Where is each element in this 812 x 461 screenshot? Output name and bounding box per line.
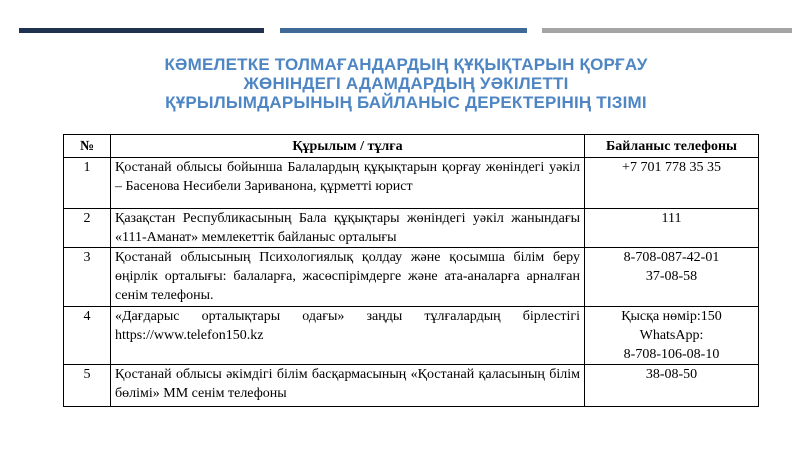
header-organization: Құрылым / тұлға: [111, 135, 585, 158]
table-row: [64, 209, 759, 248]
title-line-3: ҚҰРЫЛЫМДАРЫНЫҢ БАЙЛАНЫС ДЕРЕКТЕРІНІҢ ТІЗІМІ: [165, 93, 647, 112]
phone-line: 8-708-087-42-01: [623, 250, 720, 265]
table-row: [64, 158, 759, 209]
page-title: [60, 55, 752, 112]
row-number: 2: [64, 209, 111, 248]
row-number: 5: [64, 365, 111, 407]
row-organization: «Дағдарыс орталықтары одағы» заңды тұлғалардың бірлестігі https://www.telefon150.kz: [111, 307, 585, 365]
phone-line: 8-708-106-08-10: [623, 347, 720, 362]
table-header-row: [64, 135, 759, 158]
row-phone: [585, 209, 759, 248]
row-organization: Қостанай облысы әкімдігі білім басқармасының «Қостанай қаласының білім бөлімі» ММ сенім телефоны: [111, 365, 585, 407]
row-phone: [585, 365, 759, 407]
row-organization: Қостанай облысы бойынша Балалардың құқықтарын қорғау жөніндегі уәкіл – Басенова Несибели Зариванона, құрметті юрист: [111, 158, 585, 209]
header-bar-gray: [542, 28, 792, 33]
row-number: 1: [64, 158, 111, 209]
contacts-table: [63, 134, 759, 407]
row-number: 3: [64, 248, 111, 307]
header-bar-blue: [280, 28, 527, 33]
row-number: 4: [64, 307, 111, 365]
row-organization: Қазақстан Республикасының Бала құқықтары жөніндегі уәкіл жанындағы «111-Аманат» мемлекеттік байланыс орталығы: [111, 209, 585, 248]
phone-line: Қысқа нөмір:150: [621, 309, 722, 324]
row-phone: [585, 307, 759, 365]
phone-line: 37-08-58: [645, 269, 698, 284]
header-phone: Байланыс телефоны: [585, 135, 759, 158]
row-phone: [585, 158, 759, 209]
header-bar-dark: [19, 28, 264, 33]
row-organization: Қостанай облысының Психологиялық қолдау және қосымша білім беру өңірлік орталығы: балаларға, жасөспірімдерге және ата-аналарға арналған сенім телефоны.: [111, 248, 585, 307]
phone-line: WhatsApp:: [639, 328, 704, 343]
title-line-1: КӘМЕЛЕТКЕ ТОЛМАҒАНДАРДЫҢ ҚҰҚЫҚТАРЫН ҚОРҒАУ: [164, 55, 648, 74]
table-row: [64, 307, 759, 365]
table-row: [64, 248, 759, 307]
phone-line: +7 701 778 35 35: [622, 160, 721, 175]
row-phone: [585, 248, 759, 307]
table-row: [64, 365, 759, 407]
header-number: №: [64, 135, 111, 158]
title-line-2: ЖӨНІНДЕГІ АДАМДАРДЫҢ УӘКІЛЕТТІ: [243, 74, 569, 93]
phone-line: 38-08-50: [645, 367, 698, 382]
phone-line: 111: [661, 211, 682, 226]
